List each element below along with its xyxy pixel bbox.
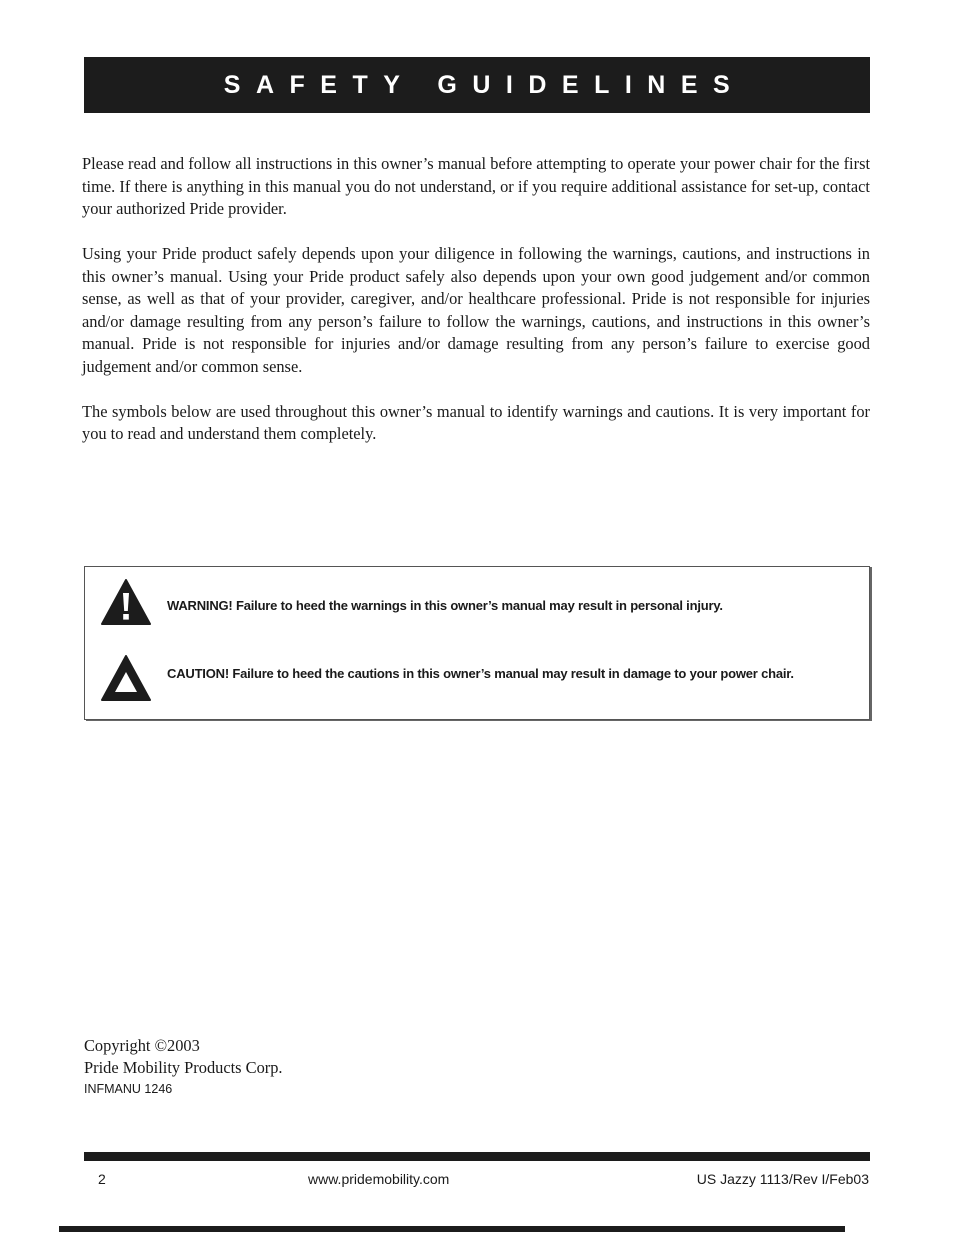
caution-text: CAUTION! Failure to heed the cautions in this owner’s manual may result in damage to your power chair. (167, 666, 794, 681)
copyright-block (84, 1035, 283, 1099)
warning-text: WARNING! Failure to heed the warnings in this owner’s manual may result in personal injury. (167, 598, 723, 613)
website-link[interactable]: www.pridemobility.com (308, 1171, 450, 1187)
intro-paragraph-2: Using your Pride product safely depends upon your diligence in following the warnings, cautions, and instructions in this owner’s manual. Using your Pride product safely also depends upon your own good judgement and/or common sense, as well as that of your provider, caregiver, and/or healthcare professional. Pride is not responsible for injuries and/or damage resulting from any person’s failure to follow the warnings, cautions, and instructions in this owner’s manual. Pride is not responsible for injuries and/or damage resulting from any person’s failure to exercise good judgement and/or common sense. (82, 244, 870, 376)
page-number: 2 (98, 1171, 106, 1187)
document-code: INFMANU 1246 (84, 1082, 173, 1096)
section-title: SAFETY GUIDELINES (223, 70, 746, 99)
footer-rule (84, 1152, 870, 1161)
document-id: US Jazzy 1113/Rev I/Feb03 (696, 1171, 869, 1187)
section-header-bar (84, 57, 870, 113)
intro-paragraph-3: The symbols below are used throughout this owner’s manual to identify warnings and cautions. It is very important for you to read and understand them completely. (82, 401, 870, 443)
bottom-rule (59, 1226, 845, 1232)
safety-symbols-box (84, 566, 870, 720)
intro-paragraph-1: Please read and follow all instructions in this owner’s manual before attempting to operate your power chair for the first time. If there is anything in this manual you do not understand, or if you require additional assistance for set-up, contact your authorized Pride provider. (82, 154, 870, 218)
company-name: Pride Mobility Products Corp. (84, 1058, 283, 1077)
warning-triangle-icon (100, 578, 152, 626)
intro-text (82, 153, 870, 468)
copyright-line: Copyright ©2003 (84, 1036, 200, 1055)
caution-triangle-icon (100, 654, 152, 702)
